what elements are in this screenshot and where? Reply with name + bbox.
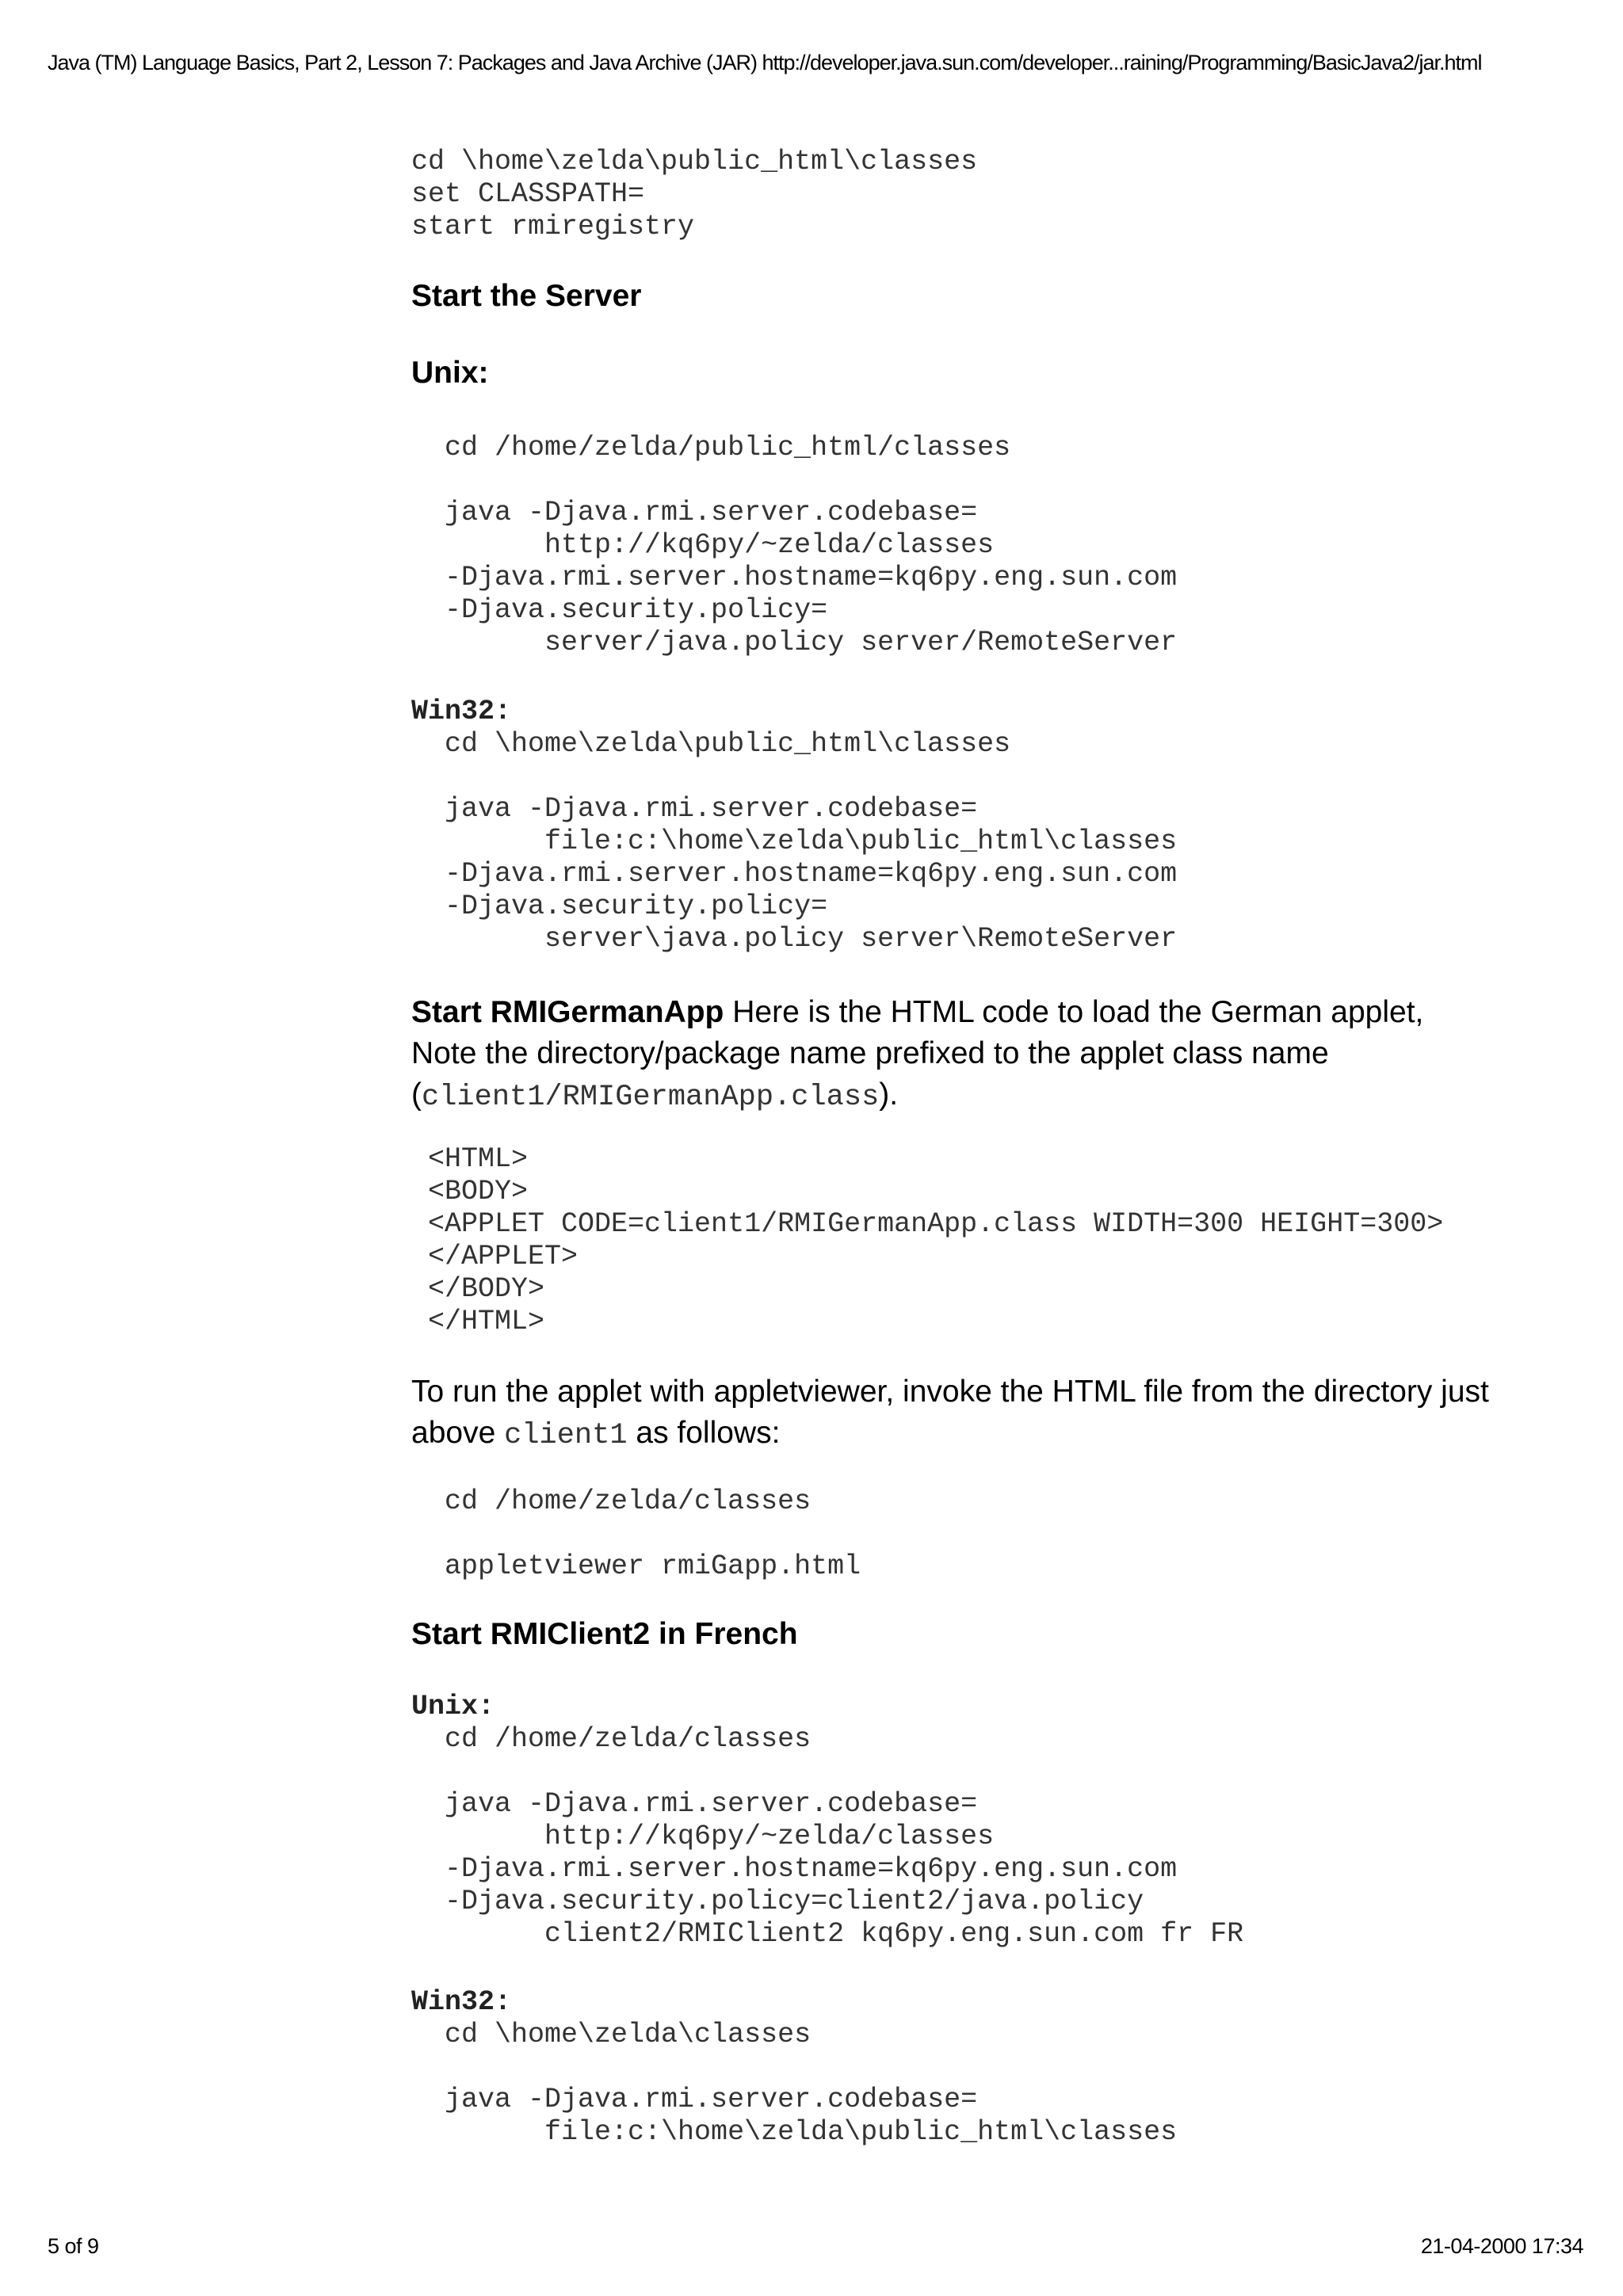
code-block-server-unix: cd /home/zelda/public_html/classes java -Djava.rmi.server.codebase= http://kq6py/~zelda/classes -Djava.rmi.server.hostname=kq6py.eng.sun.com -Djava.security.policy= server/java.policy server/RemoteServer [445,432,1178,658]
appletviewer-text-end: as follows: [627,1416,781,1450]
code-block-html: <HTML> <BODY> <APPLET CODE=client1/RMIGermanApp.class WIDTH=300 HEIGHT=300> </APPLET> </BODY> </HTML> [428,1143,1444,1337]
code-block-client-win32: cd \home\zelda\classes java -Djava.rmi.server.codebase= file:c:\home\zelda\public_html\classes [445,2019,1178,2148]
code-block-client-unix: cd /home/zelda/classes java -Djava.rmi.server.codebase= http://kq6py/~zelda/classes -Djava.rmi.server.hostname=kq6py.eng.sun.com -Djava.security.policy=client2/java.policy client2/RMIClient2 kq6py.eng.sun.com fr FR [445,1723,1244,1950]
inline-code-class: client1/RMIGermanApp.class [422,1081,880,1114]
german-app-text: Here is the HTML code to load the German applet, Note the directory/package name prefixed to the applet class name ( [411,995,1424,1112]
label-win32-server: Win32: [411,696,512,727]
code-block-appletviewer: cd /home/zelda/classes appletviewer rmiGapp.html [445,1486,861,1582]
heading-start-client2: Start RMIClient2 in French [411,1617,798,1651]
appletviewer-text: To run the applet with appletviewer, invoke the HTML file from the directory just above [411,1375,1489,1450]
code-block-server-win32: cd \home\zelda\public_html\classes java -Djava.rmi.server.codebase= file:c:\home\zelda\public_html\classes -Djava.rmi.server.hostname=kq6py.eng.sun.com -Djava.security.policy= server\java.policy server\RemoteServer [445,728,1178,955]
code-block-rmiregistry: cd \home\zelda\public_html\classes set CLASSPATH= start rmiregistry [411,146,978,242]
label-unix-client: Unix: [411,1691,495,1722]
heading-start-german-app: Start RMIGermanApp [411,995,724,1029]
german-app-text-end: ). [879,1077,899,1112]
heading-start-server: Start the Server [411,279,642,313]
inline-code-client1: client1 [504,1419,628,1452]
label-unix-server: Unix: [411,356,489,390]
page-number: 5 of 9 [48,2234,99,2258]
page-header: Java (TM) Language Basics, Part 2, Lesson 7: Packages and Java Archive (JAR) http://developer.java.sun.com/developer...raining/Programming/BasicJava2/jar.html [48,51,1482,74]
paragraph-appletviewer [411,1371,1489,1456]
label-win32-client: Win32: [411,1986,512,2018]
paragraph-german-app [411,992,1489,1118]
print-datetime: 21-04-2000 17:34 [1420,2234,1583,2258]
